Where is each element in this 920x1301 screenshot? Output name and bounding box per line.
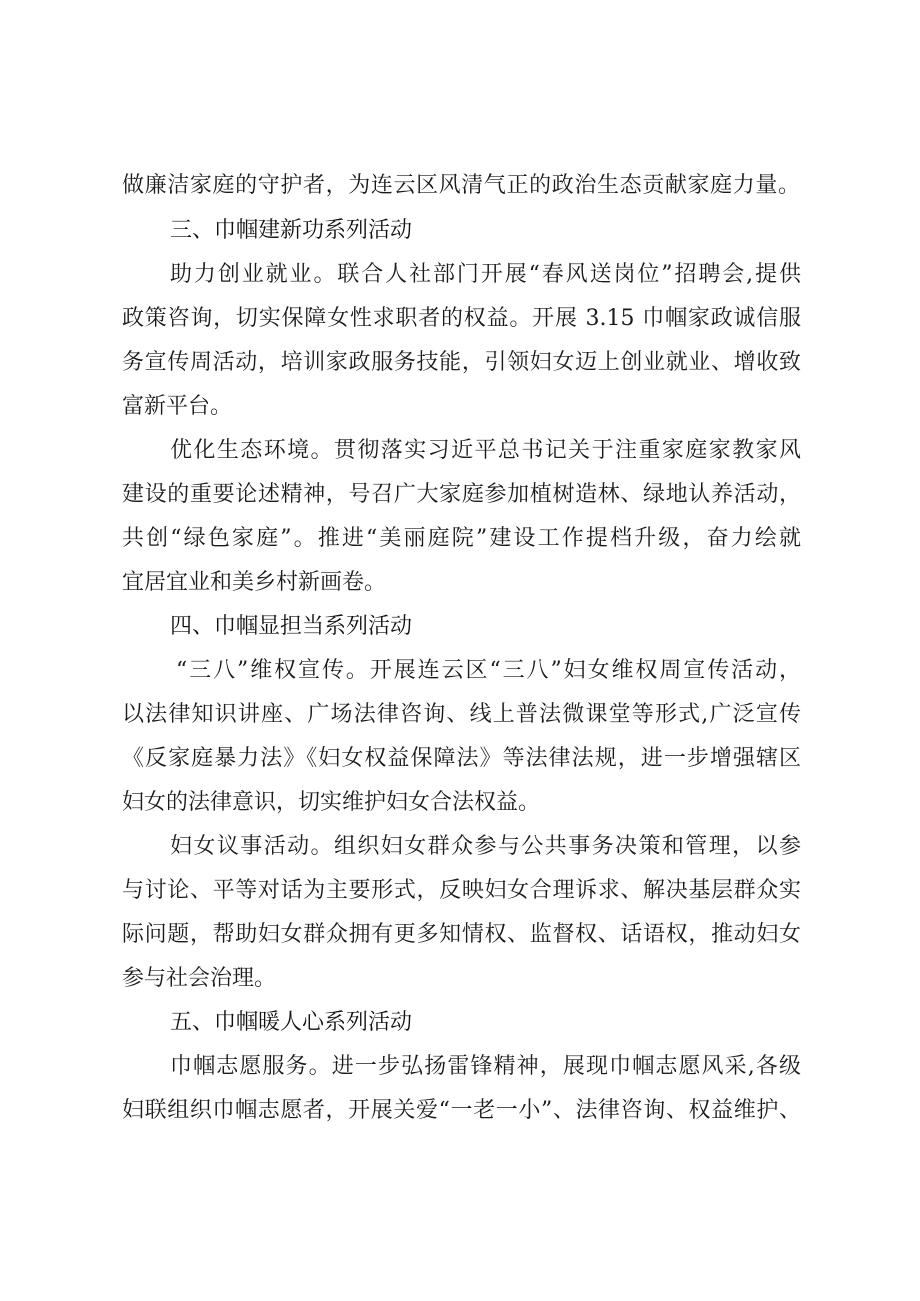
paragraph-line bbox=[0, 696, 920, 734]
line-text: 与讨论、平等对话为主要形式，反映妇女合理诉求、解决基层群众实 bbox=[122, 878, 801, 903]
paragraph-line bbox=[0, 520, 920, 558]
paragraph-line bbox=[0, 872, 920, 910]
paragraph-line bbox=[0, 476, 920, 514]
line-text: 务宣传周活动，培训家政服务技能，引领妇女迈上创业就业、增收致 bbox=[122, 350, 801, 375]
line-text: 巾帼志愿服务。进一步弘扬雷锋精神，展现巾帼志愿风采,各级 bbox=[170, 1054, 801, 1079]
heading-text: 三、巾帼建新功系列活动 bbox=[170, 218, 413, 243]
line-text: 富新平台。 bbox=[122, 394, 233, 419]
paragraph-line bbox=[0, 916, 920, 954]
section-heading bbox=[0, 212, 920, 250]
line-text: 建设的重要论述精神，号召广大家庭参加植树造林、绿地认养活动， bbox=[122, 482, 801, 507]
paragraph-line bbox=[0, 652, 920, 690]
heading-text: 五、巾帼暖人心系列活动 bbox=[170, 1010, 413, 1035]
paragraph-line bbox=[0, 1092, 920, 1130]
paragraph-line bbox=[0, 784, 920, 822]
heading-text: 四、巾帼显担当系列活动 bbox=[170, 614, 413, 639]
paragraph-line bbox=[0, 388, 920, 426]
line-text: 优化生态环境。贯彻落实习近平总书记关于注重家庭家教家风 bbox=[170, 438, 801, 463]
line-text: “三八”维权宣传。开展连云区“三八”妇女维权周宣传活动， bbox=[176, 658, 801, 683]
line-text: 政策咨询，切实保障女性求职者的权益。开展 3.15 巾帼家政诚信服 bbox=[122, 306, 801, 331]
paragraph-line bbox=[0, 300, 920, 338]
line-text: 妇女议事活动。组织妇女群众参与公共事务决策和管理，以参 bbox=[170, 834, 801, 859]
paragraph-line bbox=[0, 432, 920, 470]
paragraph-line bbox=[0, 256, 920, 294]
line-text: 共创“绿色家庭”。推进“美丽庭院”建设工作提档升级，奋力绘就 bbox=[122, 526, 801, 551]
line-text: 妇女的法律意识，切实维护妇女合法权益。 bbox=[122, 790, 541, 815]
line-text: 妇联组织巾帼志愿者，开展关爱“一老一小”、法律咨询、权益维护、 bbox=[122, 1098, 801, 1123]
paragraph-line bbox=[0, 828, 920, 866]
line-text: 以法律知识讲座、广场法律咨询、线上普法微课堂等形式,广泛宣传 bbox=[122, 702, 801, 727]
line-text: 参与社会治理。 bbox=[122, 966, 277, 991]
paragraph-line bbox=[0, 344, 920, 382]
line-text: 助力创业就业。联合人社部门开展“春风送岗位”招聘会,提供 bbox=[170, 262, 801, 287]
paragraph-line bbox=[0, 960, 920, 998]
line-text: 《反家庭暴力法》《妇女权益保障法》等法律法规，进一步增强辖区 bbox=[122, 746, 801, 771]
line-text: 际问题，帮助妇女群众拥有更多知情权、监督权、话语权，推动妇女 bbox=[122, 922, 801, 947]
paragraph-line bbox=[0, 740, 920, 778]
line-text: 宜居宜业和美乡村新画卷。 bbox=[122, 570, 387, 595]
section-heading bbox=[0, 1004, 920, 1042]
line-text: 做廉洁家庭的守护者，为连云区风清气正的政治生态贡献家庭力量。 bbox=[122, 173, 800, 198]
paragraph-line bbox=[0, 167, 920, 205]
paragraph-line bbox=[0, 564, 920, 602]
section-heading bbox=[0, 608, 920, 646]
paragraph-line bbox=[0, 1048, 920, 1086]
